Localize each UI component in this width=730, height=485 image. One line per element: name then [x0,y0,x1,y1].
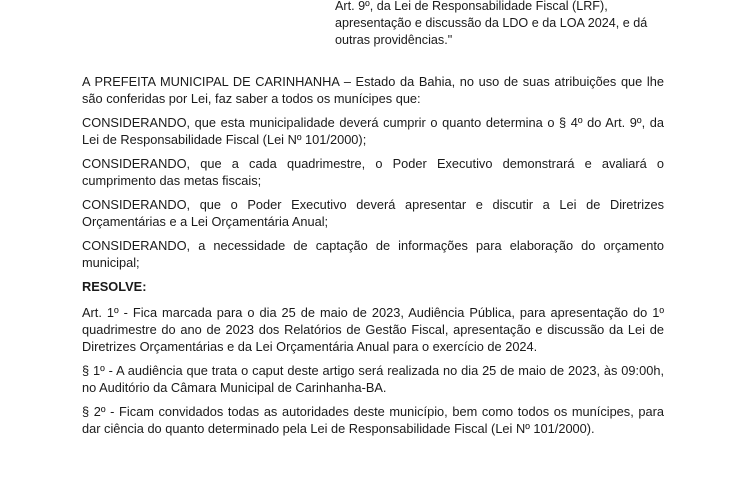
document-body [82,73,664,444]
preamble-paragraph: A PREFEITA MUNICIPAL DE CARINHANHA – Estado da Bahia, no uso de suas atribuições que lhe são conferidas por Lei, faz saber a todos os munícipes que: [82,74,664,106]
considerando-paragraph-4: CONSIDERANDO, a necessidade de captação de informações para elaboração do orçamento municipal; [82,238,664,270]
article-1: Art. 1º - Fica marcada para o dia 25 de maio de 2023, Audiência Pública, para apresentação do 1º quadrimestre do ano de 2023 dos Relatórios de Gestão Fiscal, apresentação e discussão da Lei de Diretrizes Orçamentárias e da Lei Orçamentária Anual para o exercício de 2024. [82,305,664,354]
resolve-heading: RESOLVE: [82,279,147,294]
paragraph-1: § 1º - A audiência que trata o caput deste artigo será realizada no dia 25 de maio de 2023, às 09:00h, no Auditório da Câmara Municipal de Carinhanha-BA. [82,363,664,395]
considerando-paragraph-1: CONSIDERANDO, que esta municipalidade deverá cumprir o quanto determina o § 4º do Art. 9º, da Lei de Responsabilidade Fiscal (Lei Nº 101/2000); [82,115,664,147]
considerando-paragraph-2: CONSIDERANDO, que a cada quadrimestre, o Poder Executivo demonstrará e avaliará o cumprimento das metas fiscais; [82,156,664,188]
considerando-paragraph-3: CONSIDERANDO, que o Poder Executivo deverá apresentar e discutir a Lei de Diretrizes Orçamentárias e a Lei Orçamentária Anual; [82,197,664,229]
paragraph-2: § 2º - Ficam convidados todas as autoridades deste município, bem como todos os munícipes, para dar ciência do quanto determinado pela Lei de Responsabilidade Fiscal (Lei Nº 101/2000). [82,404,664,436]
ementa-quote: Art. 9º, da Lei de Responsabilidade Fiscal (LRF), apresentação e discussão da LDO e da LOA 2024, e dá outras providências." [335,0,648,47]
